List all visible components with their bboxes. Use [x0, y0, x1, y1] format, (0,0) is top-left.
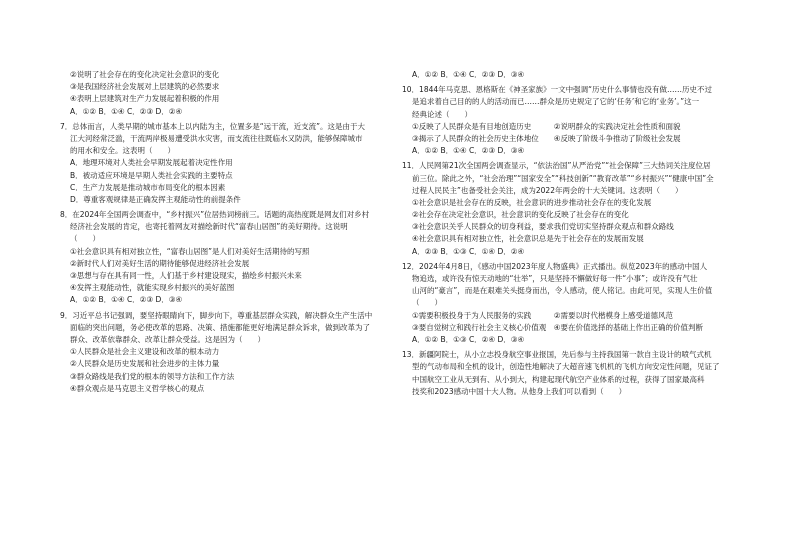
q8-option: ④发挥主观能动性，就能实现乡村振兴的美好蓝图 — [70, 283, 235, 293]
q13-stem-line: 中国航空工业从无到有、从小到大，构建起现代航空产业体系的过程，获得了国家最高科 — [412, 374, 705, 384]
q7-stem-line: 7．总体而言，人类早期的城市基本上以内陆为主，位置多是“远干流，近支流”。这是由于大 — [60, 121, 366, 131]
q6-option-2: ②说明了社会存在的变化决定社会意识的变化 — [70, 70, 220, 79]
q7-option: B．被动适应环境是早期人类社会实践的主要特点 — [70, 170, 233, 180]
q9-stem-line: 9．习近平总书记强调，要坚持眼睛向下，脚步向下，尊重基层群众实践，解决群众生产生活中 — [60, 310, 372, 320]
q7-option: D．尊重客观规律是正确发挥主观能动性的前提条件 — [70, 194, 241, 204]
q9-option: ③群众路线是我们党的根本的领导方法和工作方法 — [70, 371, 235, 381]
q11-option: ④社会意识具有相对独立性，社会意识总是先于社会存在的发展而发展 — [412, 234, 644, 244]
q13-stem-line: 13．新疆阿院士，从小立志投身航空事业报国，先后参与主持我国第一款自主设计的喷气式机 — [402, 350, 712, 360]
q8-stem-line: 经济社会发展的肯定，也寄托着网友对描绘新时代“富春山居图”的美好期待。这说明 — [70, 222, 348, 232]
q8-option: ②新时代人们对美好生活的期待能够促进经济社会发展 — [70, 258, 250, 268]
q11-option: ②社会存在决定社会意识，社会意识的变化反映了社会存在的变化 — [412, 210, 629, 220]
q12-stem-line: 12．2024年4月8日，《感动中国2023年度人物盛典》正式播出。纵览2023年的感动中国人 — [402, 261, 708, 271]
q8-stem-line: 8．在2024年全国两会调查中，“乡村振兴”位居热词榜前三。话题的高热度既是网友们对乡村 — [60, 210, 370, 220]
q9-answers: A．①② B．①④ C．②③ D．③④ — [412, 70, 525, 79]
q10-stem-line: 经典论述（ ） — [412, 109, 472, 119]
q11-option: ③社会意识关乎人民群众的切身利益，要求我们党切实坚持群众观点和群众路线 — [412, 222, 674, 232]
q12-stem-line: 山河的“豪言”，而是在艰难关头挺身而出，令人感动，使人铭记。由此可见，实现人生价值 — [412, 286, 713, 296]
q8-answers: A．①② B．①④ C．②③ D．③④ — [70, 295, 183, 305]
q7-option: A．地理环境对人类社会早期发展起着决定性作用 — [70, 158, 233, 168]
q9-option: ④群众观点是马克思主义哲学核心的观点 — [70, 383, 205, 393]
q7-stem-line: 江大河经常泛滥，干流两岸极易遭受洪水灾害，而支流往往既临水又防洪，能够保障城市 — [70, 133, 363, 143]
q9-option: ②人民群众是历史发展和社会进步的主体力量 — [70, 359, 220, 369]
q6-option-3: ③是我国经济社会发展对上层建筑的必然要求 — [70, 82, 220, 92]
right-column — [402, 70, 720, 399]
q8-option: ①社会意识具有相对独立性，“富春山居图”是人们对美好生活期待的写照 — [70, 246, 310, 256]
q10-answers: A．①② B．①④ C．②③ D．③④ — [412, 146, 525, 156]
q13-stem-line: 技奖和2023感动中国十大人物。从他身上我们可以看到（ ） — [412, 386, 627, 396]
q11-stem-line: 过程人民民主”也备受社会关注，成为2022年两会的十大关键词。这表明（ ） — [412, 185, 683, 195]
q13-stem-line: 型的气动布局和全机的设计，创造性地解决了大超音速飞机机的飞机方向安定性问题，见证了 — [412, 362, 720, 372]
q6-answers: A．①② B．①④ C．②③ D．②④ — [70, 106, 183, 116]
q12-option: ③要自觉树立和践行社会主义核心价值观 ④要在价值选择的基础上作出正确的价值判断 — [412, 322, 703, 332]
q8-option: ③思想与存在具有同一性，人们基于乡村建设现实，描绘乡村振兴未来 — [70, 271, 302, 280]
q10-option: ③揭示了人民群众的社会历史主体地位 ④反映了阶级斗争推动了阶级社会发展 — [412, 133, 681, 143]
q11-option: ①社会意识是社会存在的反映，社会意识的进步推动社会存在的变化发展 — [412, 197, 652, 207]
q12-option: ①需要积极投身于为人民服务的实践 ②需要以时代楷模身上感受道德风范 — [412, 310, 673, 320]
left-column — [60, 70, 372, 396]
q9-stem-line: 群众、改革依靠群众、改革让群众受益。这是因为（ ） — [70, 334, 265, 344]
q11-stem-line: 前三位。除此之外，“社会治理”“国家安全”“科技创新”“教育改革”“乡村振兴”“健康中国”全 — [412, 173, 714, 183]
q8-stem-line: （ ） — [70, 234, 100, 244]
q11-answers: A．②③ B．①③ C．①④ D．②④ — [412, 246, 525, 256]
q9-stem-line: 面临的突出问题，务必使改革的思路、决策、措施都能更好地满足群众诉求，做到改革为了 — [70, 322, 370, 332]
q11-stem-line: 11．人民网第21次全国两会调查显示，“依法治国”从严治党”“社会保障”三大热词关注度位居 — [402, 161, 711, 171]
q6-option-4: ④表明上层建筑对生产力发展起着积极的作用 — [70, 94, 220, 104]
q12-stem-line: 物追选，或许没有惊天动地的“壮举”，只是坚持不懈做好每一件“小事”；或许没有气壮 — [412, 274, 698, 283]
q12-stem-line: （ ） — [412, 298, 442, 308]
q10-stem-line: 10．1844年马克思、恩格斯在《神圣家族》一文中强调“历史什么事情也没有做……历史不过 — [402, 85, 713, 95]
q7-stem-line: 的用水和安全。这表明（ ） — [70, 146, 175, 156]
q12-answers: A．①② B．①③ C．②④ D．③④ — [412, 334, 525, 344]
q10-option: ①反映了人民群众是有目地创造历史 ②说明群众的实践决定社会性质和面貌 — [412, 121, 681, 131]
q7-option: C．生产力发展是推动城市布局变化的根本因素 — [70, 182, 226, 192]
q10-stem-line: 是追求着自己目的的人的活动而已……群众是历史规定了它的‘任务’和它的‘业务’。”这一 — [412, 97, 700, 107]
q9-option: ①人民群众是社会主义建设和改革的根本动力 — [70, 347, 220, 357]
